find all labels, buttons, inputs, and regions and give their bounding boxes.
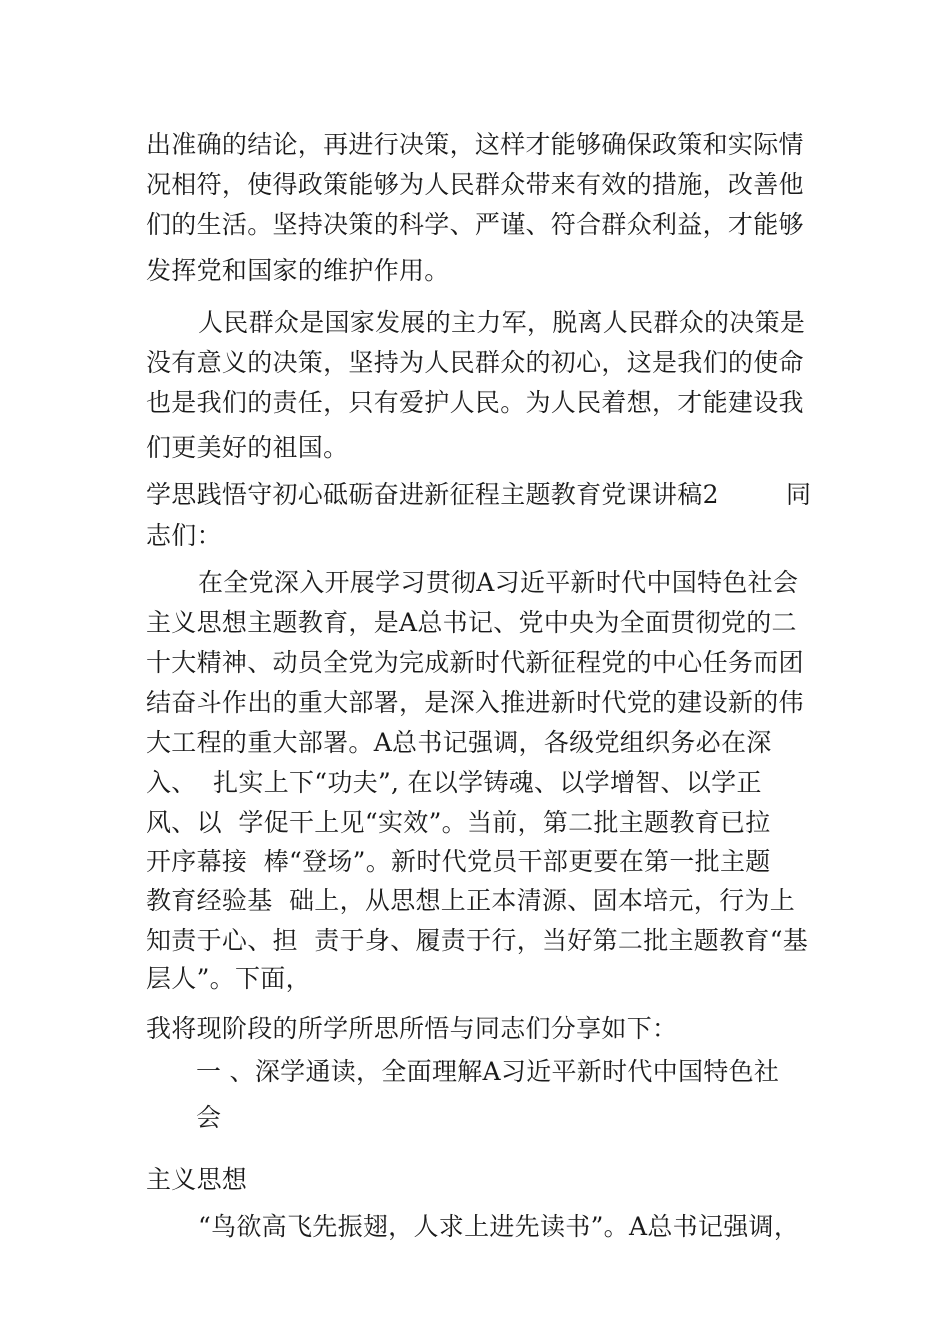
text-line: 知责于心、担 责于身、履责于行，当好第二批主题教育“基 (146, 926, 809, 955)
text-line: 入、 扎实上下“功夫”, 在以学铸魂、以学增智、以学正 (146, 768, 762, 797)
heading-level-1-tail: 主义思想 (146, 1165, 248, 1194)
text-line: 我将现阶段的所学所思所悟与同志们分享如下： (146, 1014, 678, 1043)
text-line: 层人”。下面， (146, 964, 311, 993)
heading-level-1: 一 、深学通读，全面理解A习近平新时代中国特色社 (196, 1057, 780, 1086)
text-line: 出准确的结论，再进行决策，这样才能够确保政策和实际情 (146, 130, 804, 159)
text-line: 没有意义的决策，坚持为人民群众的初心，这是我们的使命 (146, 348, 804, 377)
paragraph-first-line: 人民群众是国家发展的主力军，脱离人民群众的决策是 (198, 308, 806, 337)
text-line: 风、以 学促干上见“实效”。当前，第二批主题教育已拉 (146, 808, 771, 837)
text-line: 们的生活。坚持决策的科学、严谨、符合群众利益，才能够 (146, 210, 804, 239)
text-line: 况相符，使得政策能够为人民群众带来有效的措施，改善他 (146, 170, 804, 199)
salutation: 志们： (146, 521, 222, 550)
text-line: 也是我们的责任，只有爱护人民。为人民着想，才能建设我 (146, 388, 804, 417)
paragraph-first-line: 在全党深入开展学习贯彻A习近平新时代中国特色社会 (198, 568, 799, 597)
text-line: 发挥党和国家的维护作用。 (146, 256, 450, 285)
text-line: 大工程的重大部署。A总书记强调，各级党组织务必在深 (146, 728, 772, 757)
text-line: 教育经验基 础上，从思想上正本清源、固本培元，行为上 (146, 886, 795, 915)
section-title-tail: 同 (786, 480, 812, 509)
section-title: 学思践悟守初心砥砺奋进新征程主题教育党课讲稿2 (146, 480, 719, 509)
text-line: 主义思想主题教育，是A总书记、党中央为全面贯彻党的二 (146, 608, 797, 637)
paragraph-first-line: “鸟欲高飞先振翅，人求上进先读书”。A总书记强调， (198, 1212, 800, 1241)
text-line: 结奋斗作出的重大部署，是深入推进新时代党的建设新的伟 (146, 688, 804, 717)
text-line: 们更美好的祖国。 (146, 433, 349, 462)
text-line: 十大精神、动员全党为完成新时代新征程党的中心任务而团 (146, 648, 804, 677)
heading-level-1-cont: 会 (196, 1103, 222, 1132)
text-line: 开序幕接 棒“登场”。新时代党员干部更要在第一批主题 (146, 847, 771, 876)
